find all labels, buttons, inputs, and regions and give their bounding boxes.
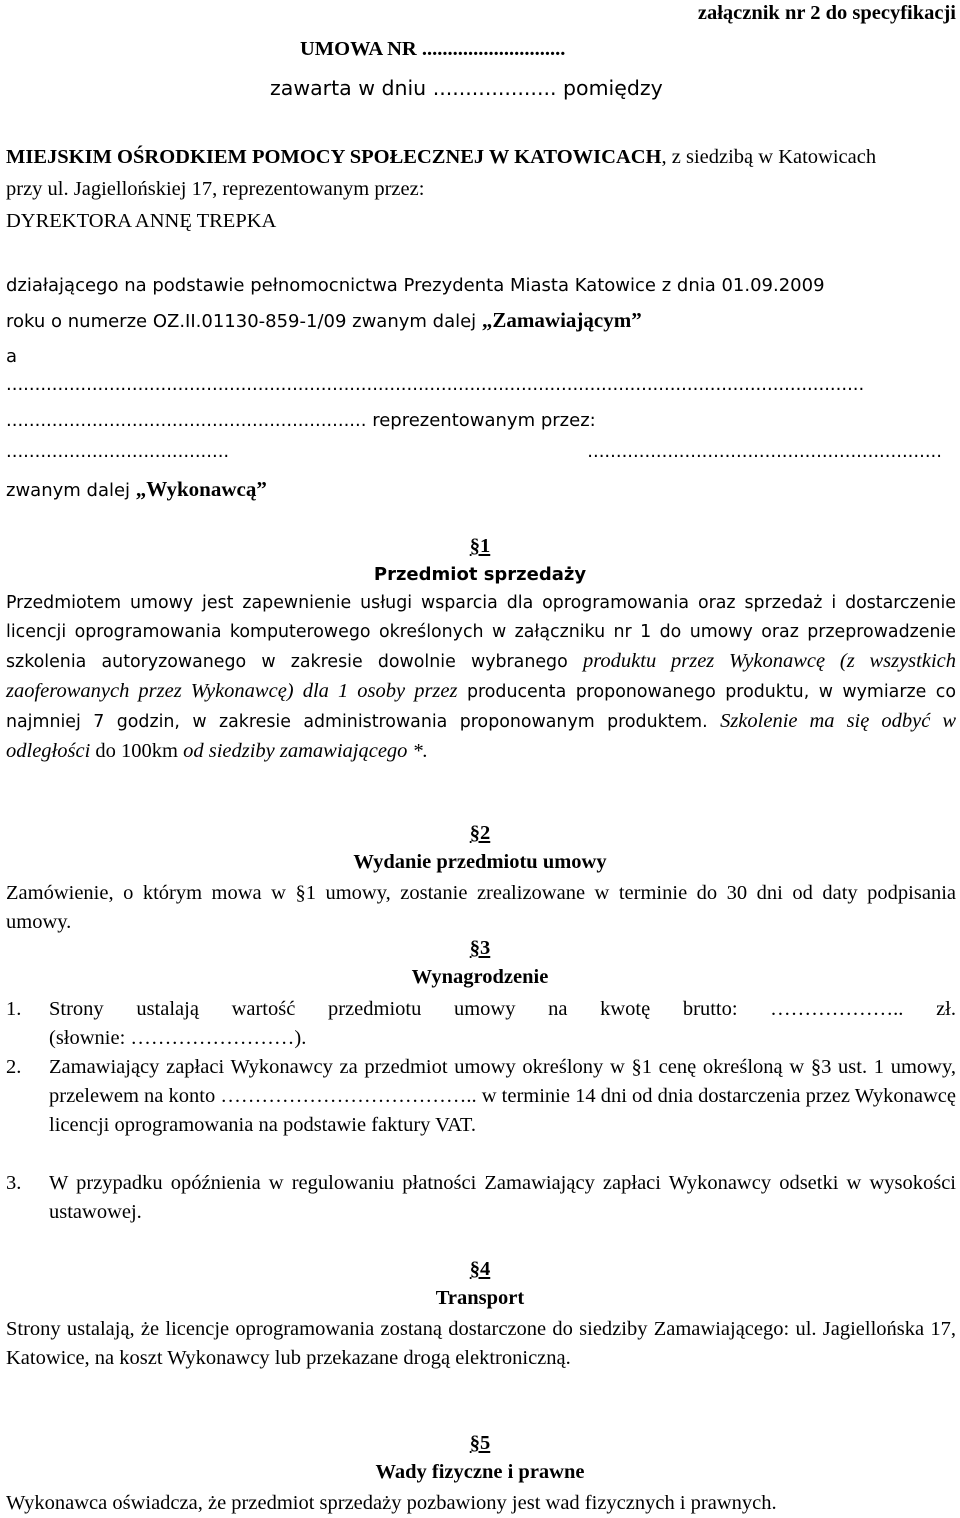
ordering-party-line — [6, 146, 876, 169]
authorization-line-1: działającego na podstawie pełnomocnictwa Prezydenta Miasta Katowice z dnia 01.09.2009 — [6, 275, 825, 296]
address-line: przy ul. Jagiellońskiej 17, reprezentowanym przez: — [6, 178, 425, 200]
director-name: DYREKTORA ANNĘ TREPKA — [6, 210, 277, 232]
section-5-text: Wykonawca oświadcza, że przedmiot sprzedaży pozbawiony jest wad fizycznych i prawnych. — [6, 1492, 777, 1514]
contract-title: UMOWA NR ............................ — [300, 38, 566, 60]
attachment-label: załącznik nr 2 do specyfikacji — [697, 2, 956, 24]
contract-date-line: zawarta w dniu ................... pomiędzy — [270, 76, 663, 100]
section-5-title: Wady fizyczne i prawne — [375, 1461, 585, 1483]
contractor-alias-line — [6, 477, 267, 502]
section-3-title: Wynagrodzenie — [411, 966, 549, 988]
ordering-party-name: MIEJSKIM OŚRODKIEM POMOCY SPOŁECZNEJ W KATOWICACH — [6, 146, 662, 168]
representative-dots-right: .............................................................. — [587, 441, 942, 462]
section-5-number: §5 — [469, 1432, 491, 1454]
section-4-text: Strony ustalają, że licencje oprogramowania zostaną dostarczone do siedziby Zamawiającego: ul. Jagiellońska 17, Katowice, na koszt Wykonawcy lub przekazane drogą elektroniczną. — [6, 1318, 956, 1369]
payment-item-3: 3. W przypadku opóźnienia w regulowaniu płatności Zamawiający zapłaci Wykonawcy odsetki w wysokości ustawowej. — [6, 1172, 956, 1223]
authorization-text: roku o numerze OZ.II.01130-859-1/09 zwanym dalej — [6, 311, 482, 332]
section-4-number: §4 — [469, 1258, 491, 1280]
section-2-number: §2 — [469, 822, 491, 844]
ordering-party-alias: „Zamawiającym” — [481, 308, 642, 332]
authorization-line-2 — [6, 308, 642, 333]
contractor-dots-line-1: ...................................................................................................................................................... — [6, 374, 865, 395]
payment-item-1: 1. Strony ustalają wartość przedmiotu umowy na kwotę brutto: ……………….. zł. (słownie: ……………………). — [6, 998, 956, 1049]
contractor-called-text: zwanym dalej — [6, 480, 136, 501]
and-conjunction: a — [6, 346, 18, 367]
representative-dots-left: ....................................... — [6, 441, 230, 462]
section-1-text: Przedmiotem umowy jest zapewnienie usługi wsparcia dla oprogramowania oraz sprzedaż i dostarczenie licencji oprogramowania komputerowego określonych w załączniku nr 1 do umowy oraz przeprowadzenie szkolenia autoryzowanego w zakresie dowolnie wybranego produktu przez Wykonawcę (z wszystkich zaoferowanych przez Wykonawcę) dla 1 osoby przez producenta proponowanego produktu, w wymiarze co najmniej 7 godzin, w zakresie administrowania proponowanym produktem. Szkolenie ma się odbyć w odległości do 100km od siedziby zamawiającego *. — [6, 593, 956, 762]
contractor-dots-line-2: ............................................................... reprezentowanym przez: — [6, 410, 596, 431]
contractor-alias: „Wykonawcą” — [135, 477, 267, 501]
section-3-number: §3 — [469, 937, 491, 959]
section-2-text: Zamówienie, o którym mowa w §1 umowy, zostanie zrealizowane w terminie do 30 dni od daty podpisania umowy. — [6, 882, 956, 933]
section-2-title: Wydanie przedmiotu umowy — [353, 851, 607, 873]
section-1-title: Przedmiot sprzedaży — [373, 564, 587, 585]
payment-item-2: 2. Zamawiający zapłaci Wykonawcy za przedmiot umowy określony w §1 cenę określoną w §3 ust. 1 umowy, przelewem na konto ……………………………….. w terminie 14 dni od dnia dostarczenia przez Wykonawcę licencji oprogramowania na podstawie faktury VAT. — [6, 1056, 956, 1136]
ordering-party-seat: , z siedzibą w Katowicach — [661, 146, 877, 168]
section-1-number: §1 — [469, 535, 491, 557]
section-4-title: Transport — [435, 1287, 525, 1309]
